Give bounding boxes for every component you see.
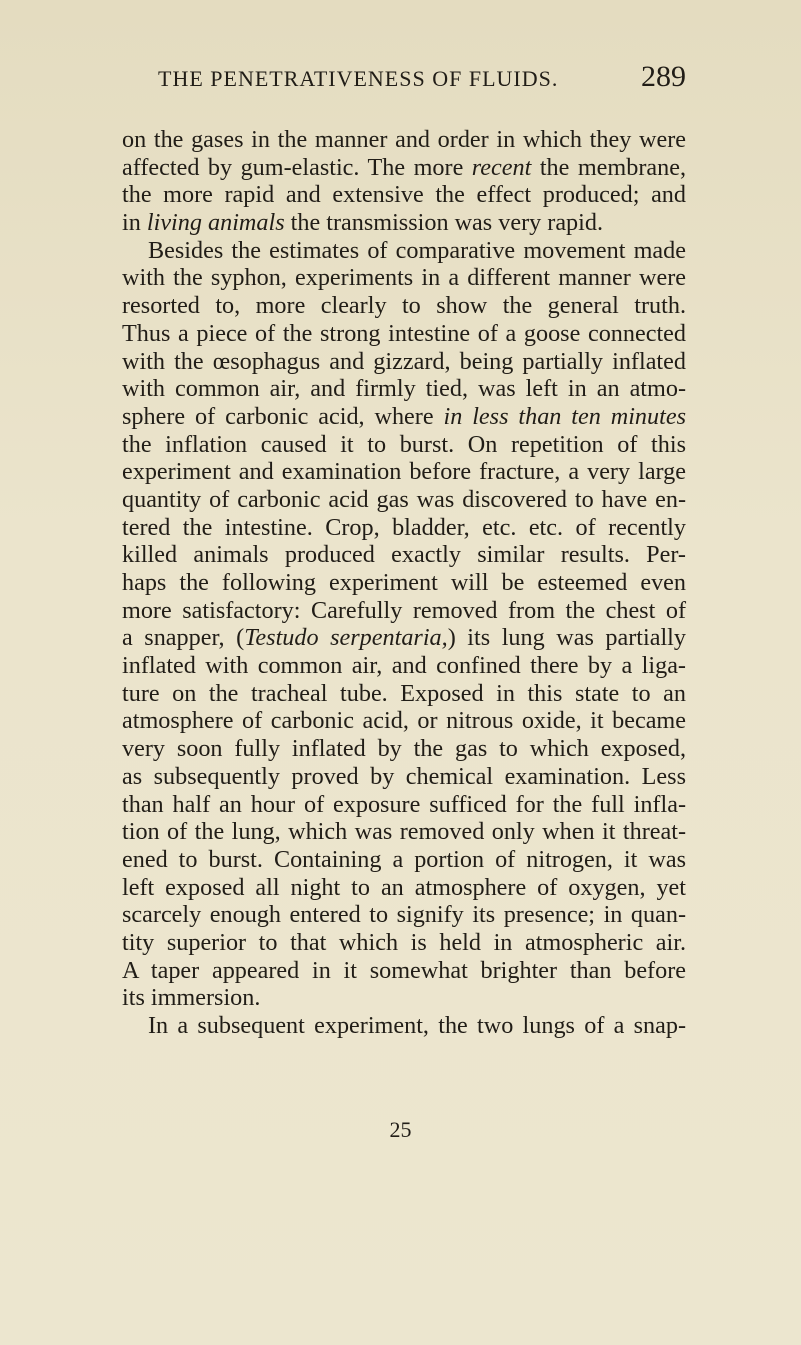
text-line: with common air, and firmly tied, was left in an atmo-	[122, 375, 686, 403]
body-text	[122, 126, 686, 1040]
text-line: very soon fully inflated by the gas to which exposed,	[122, 735, 686, 763]
text-line: In a subsequent experiment, the two lungs of a snap-	[148, 1012, 686, 1039]
text-line: the more rapid and extensive the effect produced; and	[122, 181, 686, 209]
text-line: its immersion.	[122, 984, 261, 1012]
text-line: as subsequently proved by chemical examination. Less	[122, 762, 686, 790]
text-line: quantity of carbonic acid gas was discovered to have en-	[122, 485, 686, 513]
text-line: resorted to, more clearly to show the general truth.	[122, 292, 686, 320]
text-line: tity superior to that which is held in atmospheric air.	[122, 928, 686, 956]
text-line: in living animals the transmission was very rapid.	[122, 209, 604, 237]
text-line: tered the intestine. Crop, bladder, etc. etc. of recently	[122, 513, 686, 541]
text-line: A taper appeared in it somewhat brighter than before	[122, 956, 686, 984]
page-number: 289	[641, 60, 686, 93]
text-line: with the œsophagus and gizzard, being partially inflated	[122, 347, 686, 375]
text-line: sphere of carbonic acid, where in less than ten minutes	[122, 402, 686, 430]
text-line: experiment and examination before fracture, a very large	[122, 458, 686, 486]
text-line: haps the following experiment will be esteemed even	[122, 569, 686, 596]
text-line: inflated with common air, and confined there by a liga-	[122, 652, 686, 680]
text-line: ened to burst. Containing a portion of nitrogen, it was	[122, 845, 686, 873]
text-line: more satisfactory: Carefully removed from the chest of	[122, 596, 686, 624]
text-line: killed animals produced exactly similar results. Per-	[122, 541, 686, 569]
text-line: ture on the tracheal tube. Exposed in this state to an	[122, 679, 686, 707]
text-line: Thus a piece of the strong intestine of a goose connected	[122, 319, 686, 347]
text-line: affected by gum-elastic. The more recent the membrane,	[122, 153, 686, 181]
text-line: than half an hour of exposure sufficed for the full infla-	[122, 790, 686, 818]
text-line: a snapper, (Testudo serpentaria,) its lung was partially	[122, 624, 686, 652]
signature-mark: 25	[389, 1117, 412, 1142]
text-line: with the syphon, experiments in a different manner were	[122, 264, 686, 292]
text-line: Besides the estimates of comparative movement made	[148, 236, 686, 264]
running-title: THE PENETRATIVENESS OF FLUIDS.	[158, 66, 559, 91]
text-line: left exposed all night to an atmosphere of oxygen, yet	[122, 873, 686, 901]
text-line: on the gases in the manner and order in which they were	[122, 126, 686, 153]
text-line: tion of the lung, which was removed only when it threat-	[122, 818, 686, 846]
text-line: scarcely enough entered to signify its presence; in quan-	[122, 901, 686, 929]
text-line: atmosphere of carbonic acid, or nitrous oxide, it became	[122, 707, 686, 735]
page-header	[146, 60, 686, 96]
text-line: the inflation caused it to burst. On repetition of this	[122, 430, 686, 458]
